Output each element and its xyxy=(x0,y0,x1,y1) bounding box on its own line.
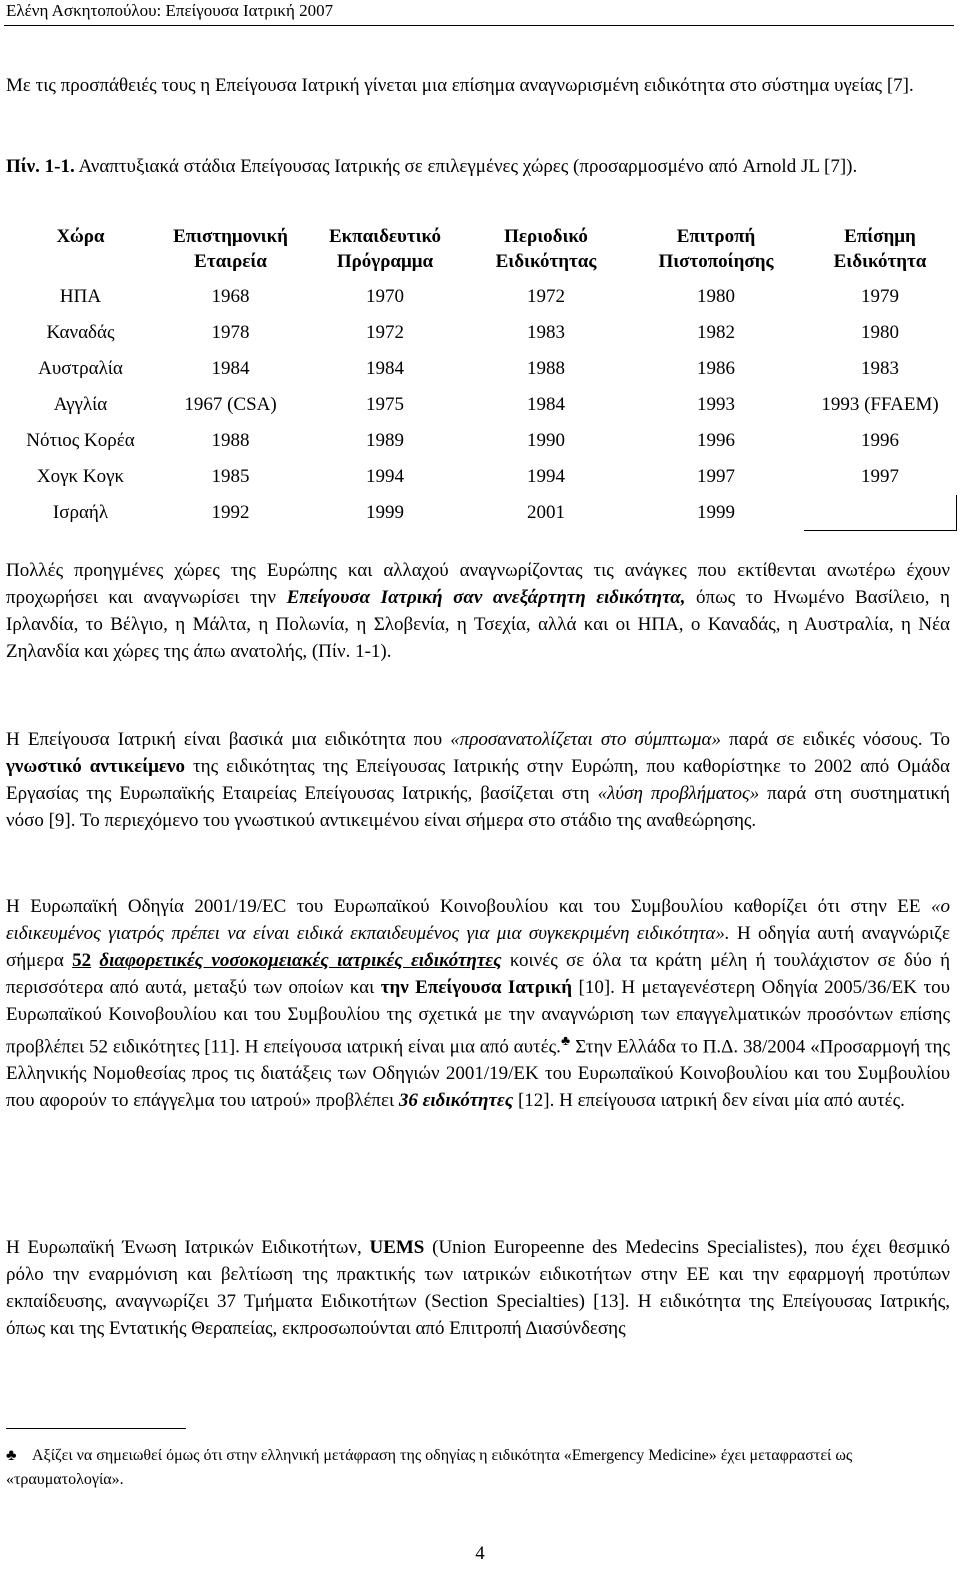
p2-quote-symptom: «προσανατολίζεται στο σύμπτωμα» xyxy=(450,729,722,750)
p3-text-k: [12]. Η επείγουσα ιατρική δεν είναι μία από αυτές. xyxy=(513,1090,905,1112)
development-stages-table xyxy=(6,224,957,531)
year-cell: 1988 xyxy=(527,357,565,379)
country-cell: ΗΠΑ xyxy=(59,285,102,307)
column-header-line: Περιοδικό xyxy=(504,226,588,247)
year-cell: 1994 xyxy=(527,465,565,487)
table-row xyxy=(7,459,957,495)
year-cell: 1972 xyxy=(527,285,565,307)
p3-number: 52 xyxy=(72,950,92,971)
p1-emphasis: Επείγουσα Ιατρική σαν ανεξάρτητη ειδικότητα, xyxy=(286,587,686,608)
country-cell: Καναδάς xyxy=(46,321,115,343)
year-cell: 1990 xyxy=(527,429,565,451)
table-row xyxy=(7,315,957,351)
table-row xyxy=(7,495,957,531)
column-header-line: Ειδικότητα xyxy=(833,251,927,272)
p3-emergency: την Επείγουσα Ιατρική xyxy=(380,977,573,998)
country-cell: Ισραήλ xyxy=(52,501,109,523)
footnote-ref-club: ♣ xyxy=(560,1034,571,1049)
p2-text-e: της ειδικότητας της Επείγουσας Ιατρικής στην Ευρώπη, που καθορίστηκε το 2002 από Ομάδα Εργασίας της Ευρωπαϊκής Εταιρείας Επείγουσας Ιατρικής, βασίζεται στη xyxy=(6,756,950,804)
year-cell: 1984 xyxy=(527,393,565,415)
table-row xyxy=(7,387,957,423)
footnote-mark: ♣ xyxy=(6,1447,17,1464)
caption-label: Πίν. 1-1. xyxy=(6,156,75,177)
year-cell: 1972 xyxy=(366,321,404,343)
year-cell: 1968 xyxy=(211,285,250,307)
p3-quote: «ο ειδικευμένος γιατρός πρέπει να είναι ειδικά εκπαιδευμένος για μια συγκεκριμένη ειδικότητα». xyxy=(6,896,950,944)
column-header-line: Πρόγραμμα xyxy=(336,251,434,272)
p3-text-f: κοινές σε όλα τα κράτη μέλη ή τουλάχιστον σε δύο ή περισσότερα από αυτά, μεταξύ των οποίων και xyxy=(6,950,951,998)
footnote-text: Αξίζει να σημειωθεί όμως ότι στην ελληνική μετάφραση της οδηγίας η ειδικότητα «Emergency Medicine» έχει μεταφραστεί ως «τραυματολογία». xyxy=(6,1447,853,1488)
p3-text-h: [10]. Η μεταγενέστερη Οδηγία 2005/36/ΕΚ του Ευρωπαϊκού Κοινοβουλίου και του Συμβουλίου της σχετικά με την αναγνώριση των επαγγελματικών προσόντων επίσης προβλέπει 52 ειδικότητες [11]. Η επείγουσα ιατρική είναι μια από αυτές. xyxy=(6,977,950,1058)
p1-text-c: όπως το Ηνωμένο Βασίλειο, η Ιρλανδία, το Βέλγιο, η Μάλτα, η Πολωνία, η Σλοβενία, η Τσεχία, αλλά και οι ΗΠΑ, ο Καναδάς, η Αυστραλία, η Νέα Ζηλανδία και χώρες της άπω ανατολής, (Πίν. 1-1). xyxy=(6,587,950,662)
p2-text-c: παρά σε ειδικές νόσους. Το xyxy=(721,729,951,750)
table-caption xyxy=(6,153,950,180)
column-header-line: Επίσημη xyxy=(844,226,916,247)
year-cell: 1970 xyxy=(366,285,404,307)
page-number: 4 xyxy=(475,1543,485,1564)
year-cell: 1980 xyxy=(697,285,735,307)
year-cell: 1996 xyxy=(861,429,899,451)
year-cell: 1997 xyxy=(861,465,899,487)
table-header-row xyxy=(7,224,957,279)
running-header: Ελένη Ασκητοπούλου: Επείγουσα Ιατρική 2007 xyxy=(6,1,334,20)
footnote-divider xyxy=(6,1428,186,1429)
p3-text-a: Η Ευρωπαϊκή Οδηγία 2001/19/EC του Ευρωπαϊκού Κοινοβουλίου και του Συμβουλίου καθορίζει ότι στην ΕΕ xyxy=(6,896,931,917)
p3-text-i: Στην Ελλάδα το Π.Δ. 38/2004 «Προσαρμογή της Ελληνικής Νομοθεσίας προς τις διατάξεις των Οδηγιών 2001/19/ΕΚ του Ευρωπαϊκού Κοινοβουλίου και του Συμβουλίου που αφορούν το επάγγελμα του ιατρού» προβλέπει xyxy=(6,1036,951,1112)
country-cell: Αυστραλία xyxy=(38,357,123,379)
column-header-line: Επιτροπή xyxy=(676,226,756,247)
paragraph-recognition xyxy=(6,557,950,665)
year-cell: 1982 xyxy=(697,321,735,343)
p4-text-c: (Union Europeenne des Medecins Specialistes), που έχει θεσμικό ρόλο την εναρμόνιση και βελτίωση της πρακτικής των ιατρικών ειδικοτήτων στην ΕΕ και την εφαρμογή προτύπων εκπαίδευσης, αναγνωρίζει 37 Τμήματα Ειδικοτήτων (Section Specialties) [13]. Η ειδικότητα της Επείγουσας Ιατρικής, όπως και της Εντατικής Θεραπείας, εκπροσωπούνται από Επιτροπή Διασύνδεσης xyxy=(6,1237,951,1339)
header-divider xyxy=(4,25,954,26)
year-cell: 1994 xyxy=(366,465,404,487)
column-header-line: Ειδικότητας xyxy=(495,251,597,272)
column-header-line: Εταιρεία xyxy=(194,251,267,272)
year-cell: 1978 xyxy=(211,321,250,343)
year-cell: 2001 xyxy=(527,501,565,523)
year-cell: 1984 xyxy=(211,357,250,379)
p4-text-a: Η Ευρωπαϊκή Ένωση Ιατρικών Ειδικοτήτων, xyxy=(6,1237,370,1258)
p2-quote-problem: «λύση προβλήματος» xyxy=(597,783,760,804)
column-header-2 xyxy=(307,224,464,279)
table-row xyxy=(7,351,957,387)
column-header-1 xyxy=(155,224,307,279)
year-cell: 1993 (FFAEM) xyxy=(821,393,939,415)
table-row xyxy=(7,279,957,315)
p1-text-a: Πολλές προηγμένες χώρες της Ευρώπης και αλλαχού αναγνωρίζοντας τις ανάγκες που εκτίθενται ανωτέρω έχουν προχωρήσει και αναγνωρίσει την xyxy=(6,560,950,608)
year-cell: 1989 xyxy=(366,429,404,451)
caption-text: Αναπτυξιακά στάδια Επείγουσας Ιατρικής σε επιλεγμένες χώρες (προσαρμοσμένο από Arnold JL [7]). xyxy=(74,156,858,177)
year-cell: 1993 xyxy=(697,393,735,415)
country-cell: Νότιος Κορέα xyxy=(26,429,135,451)
column-header-5 xyxy=(804,224,957,279)
year-cell: 1997 xyxy=(697,465,735,487)
year-cell: 1999 xyxy=(366,501,404,523)
year-cell: 1986 xyxy=(697,357,735,379)
year-cell: 1979 xyxy=(861,285,899,307)
year-cell: 1983 xyxy=(861,357,899,379)
p2-text-g: παρά στη συστηματική νόσο [9]. Το περιεχόμενο του γνωστικού αντικειμένου είναι σήμερα στο στάδιο της αναθεώρησης. xyxy=(6,783,950,831)
year-cell: 1980 xyxy=(861,321,899,343)
year-cell: 1985 xyxy=(211,465,250,487)
intro-paragraph: Με τις προσπάθειές τους η Επείγουσα Ιατρική γίνεται μια επίσημα αναγνωρισμένη ειδικότητα στο σύστημα υγείας [7]. xyxy=(6,75,914,96)
year-cell: 1975 xyxy=(366,393,404,415)
year-cell xyxy=(804,495,957,531)
table-row xyxy=(7,423,957,459)
year-cell: 1999 xyxy=(697,501,735,523)
year-cell: 1967 (CSA) xyxy=(184,393,277,415)
p3-specialties: διαφορετικές νοσοκομειακές ιατρικές ειδικότητες xyxy=(99,950,502,971)
column-header-line: Εκπαιδευτικό xyxy=(328,226,442,247)
table-body xyxy=(7,279,957,531)
p2-knowledge: γνωστικό αντικείμενο xyxy=(6,756,185,777)
column-header-line: Χώρα xyxy=(56,226,105,247)
paragraph-uems xyxy=(6,1234,950,1342)
footnote xyxy=(6,1444,950,1492)
year-cell: 1992 xyxy=(211,501,250,523)
paragraph-symptom-oriented xyxy=(6,726,950,834)
country-cell: Αγγλία xyxy=(53,393,108,415)
year-cell: 1988 xyxy=(211,429,250,451)
column-header-4 xyxy=(629,224,804,279)
column-header-line: Επιστημονική xyxy=(173,226,288,247)
year-cell: 1996 xyxy=(697,429,735,451)
year-cell: 1984 xyxy=(366,357,404,379)
p3-text-c: Η οδηγία αυτή αναγνώριζε σήμερα xyxy=(6,923,950,971)
p2-text-a: Η Επείγουσα Ιατρική είναι βασικά μια ειδικότητα που xyxy=(6,729,451,750)
year-cell: 1983 xyxy=(527,321,565,343)
column-header-0 xyxy=(7,224,155,279)
country-cell: Χογκ Κογκ xyxy=(36,465,125,487)
p4-uems: UEMS xyxy=(369,1237,425,1258)
paragraph-eu-directive xyxy=(6,893,950,1114)
p3-36: 36 ειδικότητες xyxy=(398,1090,514,1112)
column-header-3 xyxy=(464,224,629,279)
column-header-line: Πιστοποίησης xyxy=(658,251,774,272)
